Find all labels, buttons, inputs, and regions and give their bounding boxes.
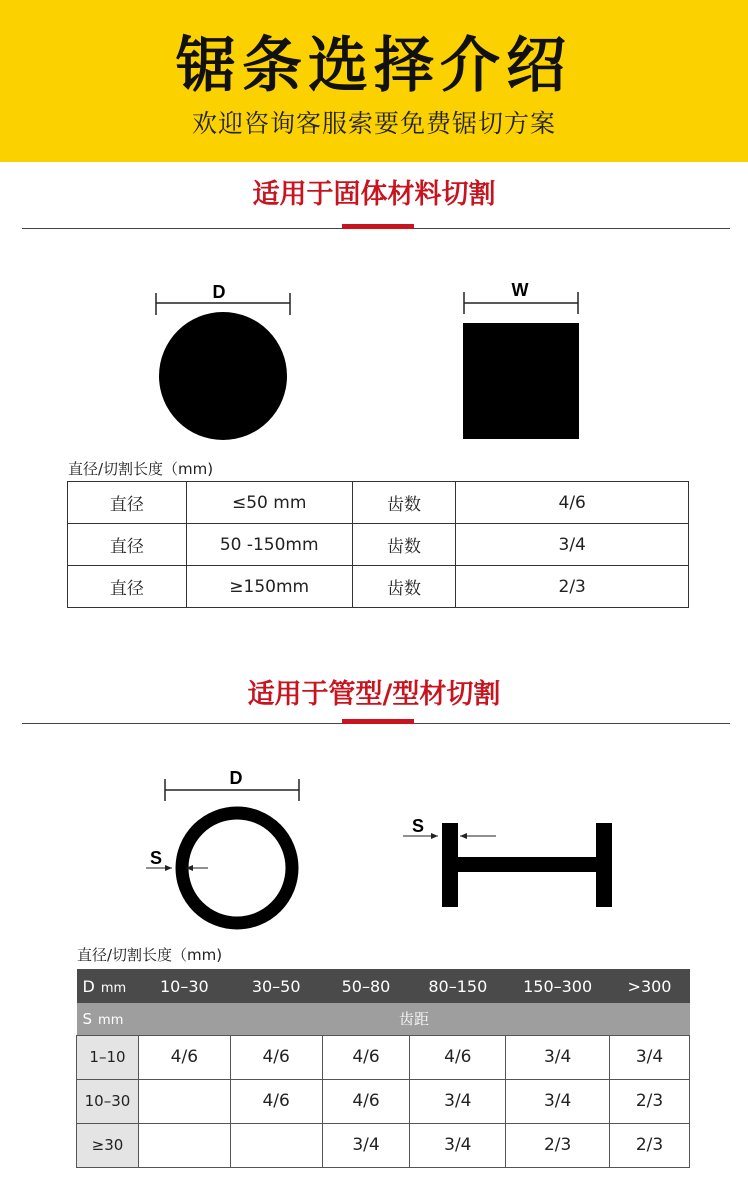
- column-header: 50–80: [322, 969, 410, 1003]
- row-label: 1–10: [77, 1035, 139, 1079]
- column-header: 80–150: [410, 969, 506, 1003]
- header-s-cell: [77, 1003, 139, 1035]
- header-s-unit: mm: [98, 1012, 124, 1028]
- diameter-range: 50 -150mm: [186, 524, 352, 566]
- row-name: 直径: [68, 482, 187, 524]
- diameter-range: ≤50 mm: [186, 482, 352, 524]
- table-cell: 3/4: [506, 1035, 610, 1079]
- teeth-label: 齿数: [352, 482, 456, 524]
- table-cell: [230, 1123, 322, 1167]
- table-cell: 2/3: [610, 1123, 690, 1167]
- column-header: 30–50: [230, 969, 322, 1003]
- diameter-range: ≥150mm: [186, 566, 352, 608]
- table-row: [77, 1123, 690, 1167]
- header-d: D: [82, 976, 95, 996]
- solid-section-title: 适用于固体材料切割: [252, 179, 496, 210]
- square-bar-shape: [463, 323, 579, 439]
- header-s: S: [82, 1009, 93, 1028]
- tube-diagram: [146, 768, 299, 923]
- page-title: 锯条选择介绍: [176, 31, 572, 101]
- table-row: [68, 482, 689, 524]
- teeth-value: 2/3: [456, 566, 689, 608]
- table-cell: [138, 1123, 230, 1167]
- table-cell: 3/4: [610, 1035, 690, 1079]
- header-d-unit: mm: [100, 980, 127, 996]
- table-row: [68, 524, 689, 566]
- column-header: 10–30: [138, 969, 230, 1003]
- beam-wall-label: S: [411, 816, 425, 836]
- section-divider-accent: [342, 719, 414, 724]
- table-cell: 3/4: [322, 1123, 410, 1167]
- row-name: 直径: [68, 566, 187, 608]
- column-header: 150–300: [506, 969, 610, 1003]
- table-cell: 4/6: [230, 1035, 322, 1079]
- tube-table-caption: 直径/切割长度（mm): [77, 946, 223, 964]
- table-row: [77, 1035, 690, 1079]
- tube-pitch-table: [76, 969, 690, 1168]
- table-row: [77, 1079, 690, 1123]
- pitch-label: 齿距: [138, 1003, 689, 1035]
- teeth-label: 齿数: [352, 566, 456, 608]
- table-cell: 3/4: [506, 1079, 610, 1123]
- round-bar-label: D: [212, 282, 226, 302]
- solid-material-diagram: [0, 270, 748, 470]
- table-row: [68, 566, 689, 608]
- tube-wall-label: S: [149, 848, 163, 868]
- teeth-value: 4/6: [456, 482, 689, 524]
- table-cell: 2/3: [610, 1079, 690, 1123]
- table-header-row: [77, 969, 690, 1003]
- section-divider-accent: [342, 224, 414, 229]
- solid-table-caption: 直径/切割长度（mm): [68, 460, 214, 478]
- round-bar-shape: [159, 312, 287, 440]
- teeth-label: 齿数: [352, 524, 456, 566]
- square-bar-diagram: [463, 280, 579, 439]
- table-cell: 4/6: [138, 1035, 230, 1079]
- table-cell: 4/6: [410, 1035, 506, 1079]
- row-label: 10–30: [77, 1079, 139, 1123]
- column-header: >300: [610, 969, 690, 1003]
- i-beam-diagram: [403, 816, 612, 907]
- table-cell: [138, 1079, 230, 1123]
- square-bar-label: W: [511, 280, 529, 300]
- solid-teeth-table: [67, 481, 689, 608]
- tube-diameter-label: D: [229, 768, 243, 788]
- table-cell: 4/6: [322, 1035, 410, 1079]
- beam-flange-right: [596, 823, 612, 907]
- row-label: ≥30: [77, 1123, 139, 1167]
- table-cell: 2/3: [506, 1123, 610, 1167]
- round-bar-diagram: [156, 282, 290, 440]
- page-subtitle: 欢迎咨询客服索要免费锯切方案: [191, 109, 556, 138]
- table-cell: 3/4: [410, 1079, 506, 1123]
- tube-profile-diagram: [0, 760, 748, 940]
- beam-flange-left: [442, 823, 458, 907]
- header-banner: [0, 0, 748, 162]
- table-cell: 3/4: [410, 1123, 506, 1167]
- row-name: 直径: [68, 524, 187, 566]
- table-cell: 4/6: [322, 1079, 410, 1123]
- teeth-value: 3/4: [456, 524, 689, 566]
- table-subheader-row: [77, 1003, 690, 1035]
- header-d-cell: [77, 969, 139, 1003]
- beam-web: [458, 857, 596, 872]
- table-cell: 4/6: [230, 1079, 322, 1123]
- tube-section-title: 适用于管型/型材切割: [247, 679, 501, 710]
